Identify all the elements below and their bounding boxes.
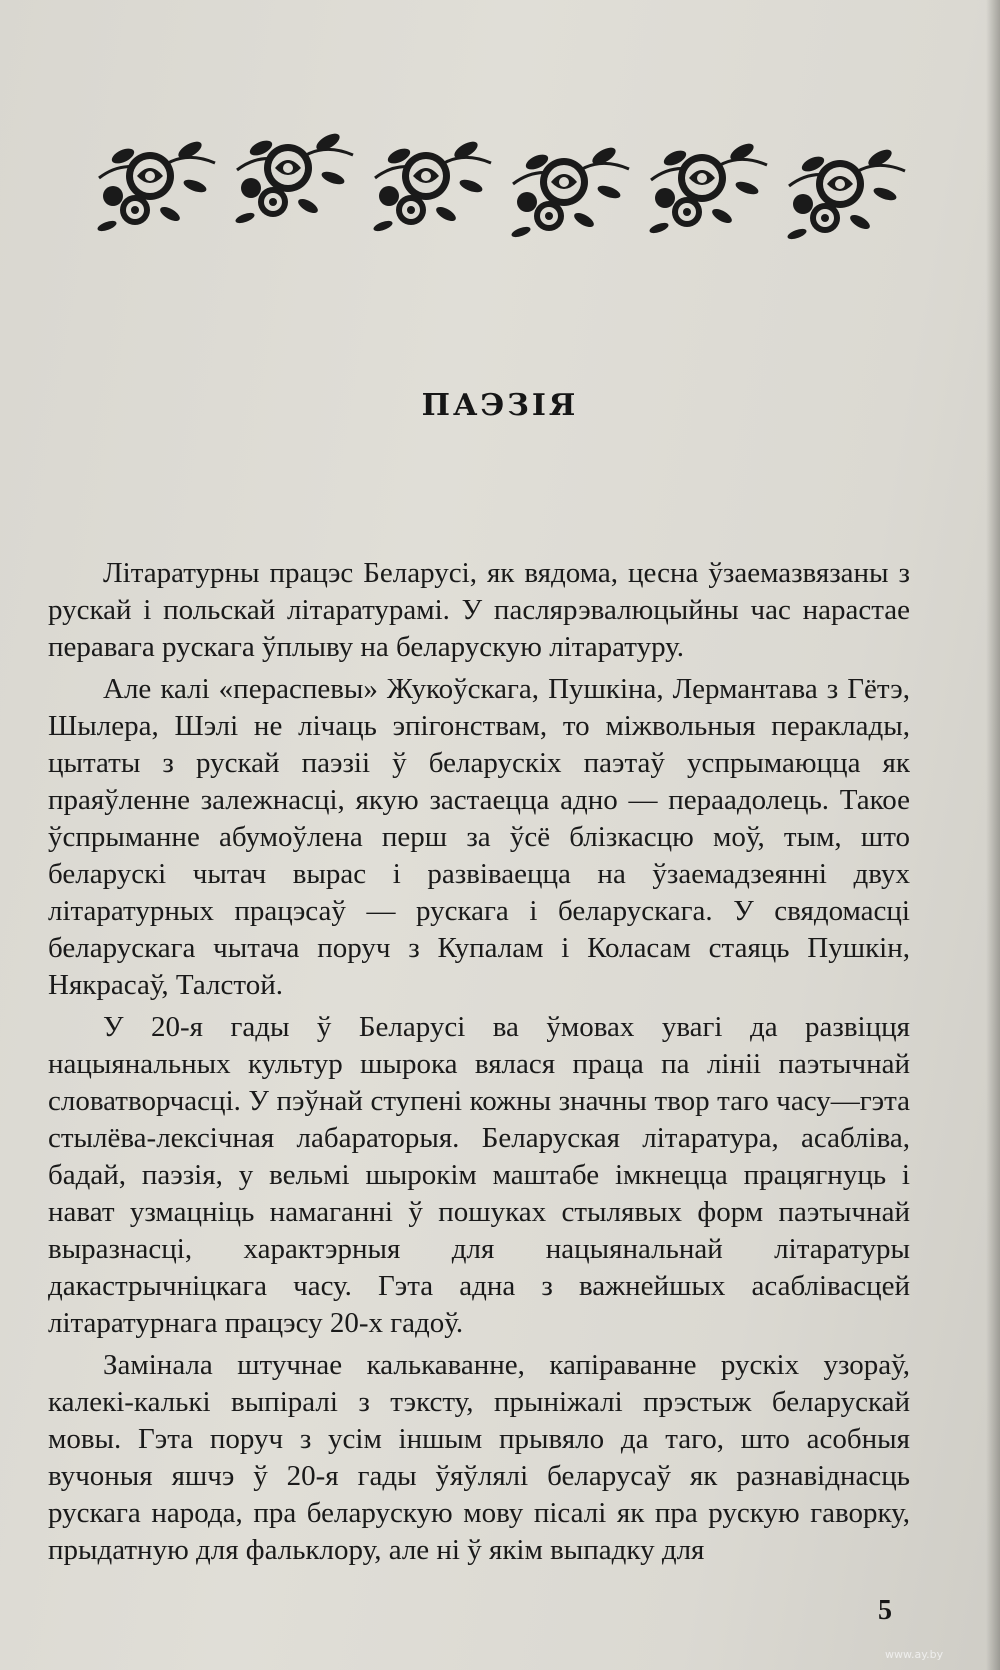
floral-ornament-header [95, 118, 925, 248]
page-edge-shadow [986, 0, 1000, 1670]
paragraph: Але калі «пераспевы» Жукоўскага, Пушкіна, Лермантава з Гётэ, Шылера, Шэлі не лічаць эпігонствам, то міжвольныя пераклады, цытаты з рускай паэзіі ў беларускіх паэтаў успрымаюцца як праяўленне залежнасці, якую застаецца адно — пераадолець. Такое ўспрыманне абумоўлена перш за ўсё блізкасцю моў, тым, што беларускі чытач вырас і развіваецца на ўзаемадзеянні двух літаратурных працэсаў — рускага і беларускага. У свядомасці беларускага чытача поруч з Купалам і Коласам стаяць Пушкін, Някрасаў, Талстой. [48, 673, 910, 1001]
section-title: ПАЭЗІЯ [421, 388, 579, 423]
page-number: 5 [878, 1595, 892, 1626]
paragraph: Замінала штучнае калькаванне, капіраванне рускіх узораў, калекі-калькі выпіралі з тэксту, прыніжалі прэстыж беларускай мовы. Гэта поруч з усім іншым прывяло да таго, што асобныя вучоныя яшчэ ў 20-я гады ўяўлялі беларусаў як разнавіднасць рускага народа, пра беларускую мову пісалі як пра рускую гаворку, прыдатную для фальклору, але ні ў якім выпадку для [48, 1349, 910, 1566]
paragraph: У 20-я гады ў Беларусі ва ўмовах увагі да развіцця нацыянальных культур шырока вялася праца па лініі паэтычнай словатворчасці. У пэўнай ступені кожны значны твор таго часу—гэта стылёва-лексічная лабараторыя. Беларуская літаратура, асабліва, бадай, паэзія, у вельмі шырокім маштабе імкнецца працягнуць і нават узмацніць намаганні ў пошуках стылявых форм паэтычнай выразнасці, характэрныя для нацыянальнай літаратуры дакастрычніцкага часу. Гэта адна з важнейшых асаблівасцей літаратурнага працэсу 20-х гадоў. [48, 1011, 910, 1339]
rose-motif [96, 138, 215, 233]
body-text [48, 555, 910, 1574]
site-watermark: www.ay.by [885, 1648, 944, 1661]
paragraph: Літаратурны працэс Беларусі, як вядома, цесна ўзаемазвязаны з рускай і польскай літаратурамі. У паслярэвалюцыйны час нарастае перавага рускага ўплыву на беларускую літаратуру. [48, 557, 910, 663]
